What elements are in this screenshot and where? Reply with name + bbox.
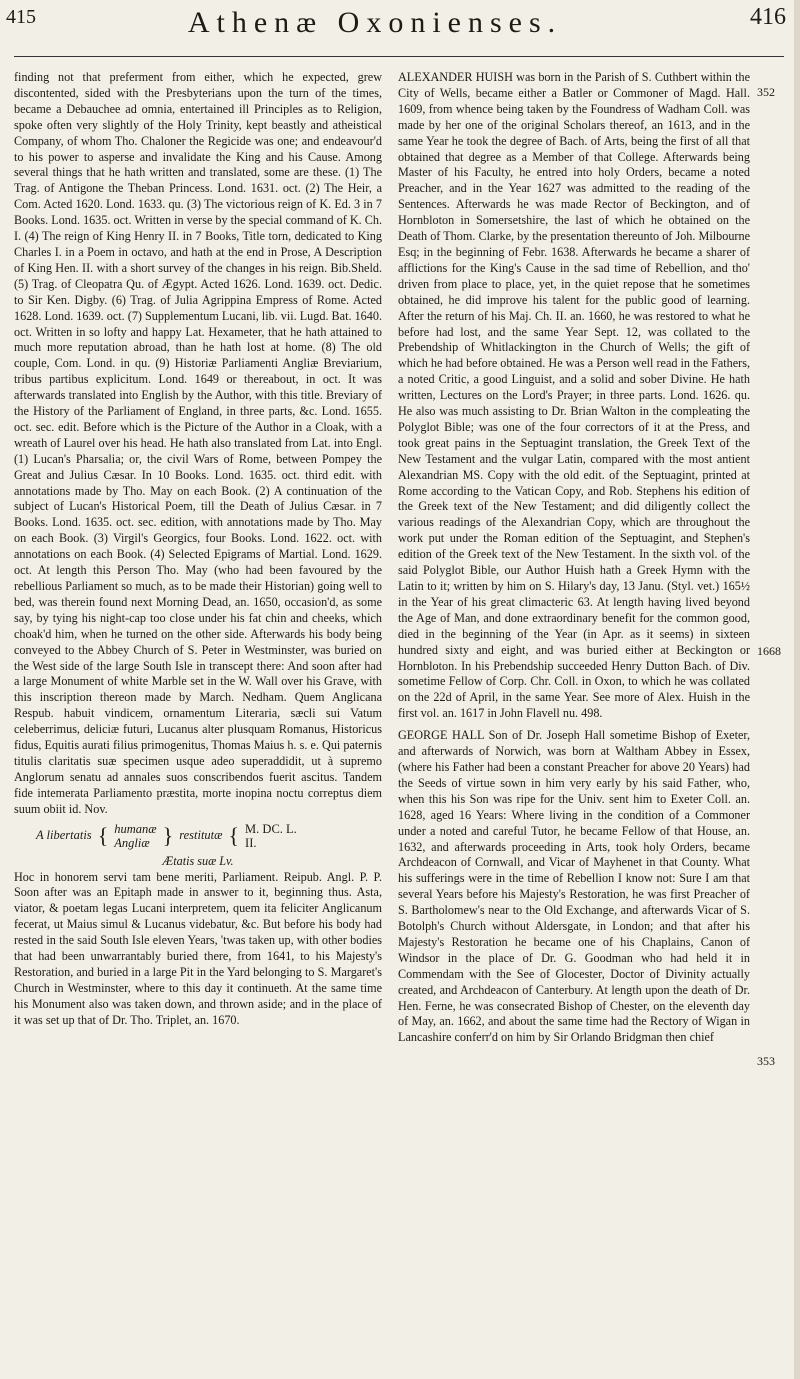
date-brace: { (228, 822, 240, 848)
epitaph-restitutae: restitutæ (179, 827, 223, 842)
epitaph-date-block (36, 822, 382, 850)
running-title: Athenæ Oxonienses. (187, 6, 563, 39)
left-paragraph-may: finding not that preferment from either, which he expected, grew discontented, sided with the Presbyterians upon the turn of the times, became a Debauchee ad omnia, entertained ill Principles as to Religion, spoke often very slightly of the Holy Trinity, kept beastly and atheistical Company, of whom Tho. Chaloner the Regicide was one; and endeavour'd to his power to asperse and invalidate the King and his Cause. Among several things that he hath written and translated, some are these. (1) The Trag. of Antigone the Theban Princess. Lond. 1631. oct. (2) The Heir, a Com. Acted 1620. Lond. 1633. qu. (3) The victorious reign of K. Ed. 3 in 7 Books. Lond. 1635. oct. Written in verse by the special command of K. Ch. I. (4) The reign of King Henry II. in 7 Books, Title torn, dedicated to King Charles I. in a Poem in octavo, and hath at the end in Prose, A Description of King Hen. II. with a short survey of the changes in his reign. Bib.Sheld. (5) Trag. of Cleopatra Qu. of Ægypt. Acted 1626. Lond. 1639. oct. Dedic. to Sir Ken. Digby. (6) Trag. of Julia Agrippina Empress of Rome. Acted 1628. Lond. 1639. oct. (7) Supplementum Lucani, lib. vii. Lugd. Bat. 1640. oct. Written in so lofty and happy Lat. Hexameter, that he hath attained to much more reputation abroad, than he hath lost at home. (8) The old couple, Com. Lond. in qu. (9) Historiæ Parliamenti Angliæ Breviarium, tribus partibus explicitum. Lond. 1649 or thereabout, in oct. It was afterwards translated into English by the Author, with this title. Breviary of the History of the Parliament of England, in three parts, &c. Lond. 1655. oct. sec. edit. Before which is the Picture of the Author in a Cloak, with a wreath of Laurel over his head. He hath also translated from Lat. into Engl. (1) Lucan's Pharsalia; or, the civil Wars of Rome, between Pompey the Great and Julius Cæsar. In 10 Books. Lond. 1635. oct. third edit. with annotations made by Tho. May on each Book. (2) A continuation of the subject of Lucan's Historical Poem, till the Death of Julius Cæsar. in 7 Books. Lond. 1635. oct. sec. edition, with annotations made by Tho. May on each Book. (3) Virgil's Georgics, four Books. Lond. 1622. oct. with annotations on each Book. (4) Selected Epigrams of Martial. Lond. 1629. oct. At length this Person Tho. May (who had been favoured by the rebellious Parliament so much, as to be made their Historian) going well to bed, was therein found next Morning Dead, an. 1650, occasion'd, as some say, by tying his night-cap too close under his fat chin and cheeks, which choak'd him, when he turned on the other side. Afterwards his body being conveyed to the Abbey Church of S. Peter in Westminster, was buried on the West side of the large South Isle in transcept there: And soon after had a large Monument of white Marble set in the W. Wall over his Grave, with this inscription thereon made by March. Nedham. Quem Anglicana Respub. habuit vindicem, ornamentum Literaria, sæcli sui Vatum celeberrimus, deliciæ futuri, Lucanus alter plusquam Romanus, Historicus fidus, Equitis aurati filius primogenitus, Thomas Maius h. s. e. Qui paternis titulis claritatis suæ specimen usque adeo superaddidit, ut à supremo Anglorum senatu ad annales suos conscribendos fuerit ascitus. Tandem fide intemerata Parliamento præstita, morte inopina noctu correptus diem suum obiit id. Nov. (14, 70, 382, 816)
epitaph-stack (114, 822, 156, 850)
margin-number-352: 352 (757, 85, 775, 99)
margin-number-353: 353 (757, 1054, 775, 1068)
right-paragraph-huish: ALEXANDER HUISH was born in the Parish of S. Cuthbert within the City of Wells, became either a Batler or Commoner of Magd. Hall. 1609, from whence being taken by the Foundress of Wadham Coll. was made by her one of the original Scholars thereof, an 1613, and in the same Year he took the degree of Bach. of Arts, being the first of all that obtained that degree as a Member of that College. Afterwards being Master of his Faculty, he entred into holy Orders, became a noted Preacher, and in the Year 1627 was admitted to the reading of the Sentences. Afterwards he was made Rector of Beckington, and of Hornbloton in Somersetshire, the last of which he obtained on the Death of Thom. Clarke, by the presentation thereunto of Joh. Milbourne Esq; in the beginning of Febr. 1638. Afterwards he became a sharer of afflictions for the King's Cause in the sad time of Rebellion, and tho' driven from place to place, yet, in the quiet repose that he sometimes obtained, he did improve his talent for the public good of learning. After the return of his Maj. Ch. II. an. 1660, he was restored to what he before had lost, and the same Year Sept. 12, was collated to the Prebendship of Whitlackington in the Church of Wells; the gift of which he had before obtained. He was a Person well read in the Fathers, a noted Critic, a good Linguist, and a solid and sober Divine. He hath written, Lectures on the Lord's Prayer; in three parts. Lond. 1626. qu. He also was much assisting to Dr. Brian Walton in the compleating the Polyglot Bible; was one of the four correctors of it at the Press, and took great pains in the Septuagint translation, the Greek Text of the New Testament and the vulgar Latin, compared with the most antient Alexandrian MS. Copy with the old edit. of the Septuagint, printed at Rome according to the Vatican Copy, and Rob. Stephens his edition of the Greek text of the New Testament; and did diligently collect the various readings of the Alexandrian Copy, which are throughout the work put under the Roman edition of the Septuagint, and Stephen's edition of the Greek text of the New Testament. In the sixth vol. of the said Polyglot Bible, our Author Huish hath a Greek Hymn with the Latin to it; written by him on S. Hilary's day, 13 Janu. (Styl. vet.) 165½ in the Year of his great climacteric 63. At length having lived beyond the Age of Man, and done extraordinary benefit for the common good, died in the beginning of the Year (in Apr. as it seems) in sixteen hundred sixty and eight, and was buried either at Beckington or Hornbloton. In his Prebendship succeeded Henry Dutton Bach. of Div. sometime Fellow of Corp. Chr. Coll. in Oxon, to which he was collated on the 22d of April, in the same Year. See more of Alex. Huish in the first vol. an. 1617 in John Flavell nu. 498. (398, 70, 750, 721)
left-column (14, 70, 382, 1375)
open-brace: { (97, 822, 109, 848)
page-header (0, 0, 800, 68)
page-number-left: 415 (6, 6, 36, 28)
right-paragraph-hall: GEORGE HALL Son of Dr. Joseph Hall sometime Bishop of Exeter, and afterwards of Norwich, was born at Waltham Abbey in Essex, (where his Father had been a constant Preacher for above 20 Years) had the Seeds of virtue sown in him very early by his said Father, who, when this his Son was ripe for the Univ. sent him to Exeter Coll. an. 1628, aged 16 Years: Where living in the condition of a Commoner under a noted and careful Tutor, he became Fellow of that House, an. 1632, and afterwards proceeding in Arts, took holy Orders, became Archdeacon of Cornwall, and Vicar of Mayhenet in that County. What his sufferings were in the time of Rebellion I know not: Sure I am that several Years before his Majesty's Restoration, he was first Preacher of S. Bartholomew's near to the Old Exchange, and afterwards Vicar of S. Botolph's Church without Aldersgate, in London; and that after his Majesty's Restoration he became one of his Chaplains, Canon of Windsor in the place of Dr. G. Goodman who had held it in Commendam with the See of Glocester, Doctor of Divinity actually created, and Archdeacon of Canterbury. At length upon the death of Dr. Hen. Ferne, he was consecrated Bishop of Chester, on the eleventh day of May, an. 1662, and about the same time had the Rectory of Wigan in Lancashire conferr'd on him by Sir Orlando Bridgman then chief (398, 728, 750, 1045)
epitaph-date-top: M. DC. L. (245, 821, 297, 836)
page-edge (794, 0, 800, 1379)
right-column (398, 70, 750, 1375)
close-brace: } (162, 822, 174, 848)
margin-year-1668: 1668 (757, 644, 781, 658)
epitaph-bottom: Angliæ (114, 835, 150, 850)
left-paragraph-epitaph: Hoc in honorem servi tam bene meriti, Parliament. Reipub. Angl. P. P. Soon after was an Epitaph made in answer to it, beginning thus. Asta, viator, & poetam legas Lucani interpretem, quem ita feliciter Anglicanum fecerat, ut Maius simul & Lucanus videbatur, &c. But before his body had rested in the said South Isle eleven Years, 'twas taken up, with other bodies that had been unwarrantably buried there, from 1641, to his Majesty's Restoration, and buried in a large Pit in the Yard belonging to S. Margaret's Church in Westminster, where to this day it continueth. At the same time his Monument also was taken down, and thrown aside; and in the place of it was set up that of Dr. Tho. Triplet, an. 1670. (14, 869, 382, 1027)
epitaph-age: Ætatis suæ Lv. (162, 853, 234, 868)
epitaph-prefix: A libertatis (36, 827, 92, 842)
page-number-right: 416 (750, 4, 786, 30)
header-rule (14, 56, 784, 57)
epitaph-date-stack (245, 822, 297, 850)
epitaph-top: humanæ (114, 821, 157, 836)
epitaph-date-bottom: II. (245, 835, 257, 850)
